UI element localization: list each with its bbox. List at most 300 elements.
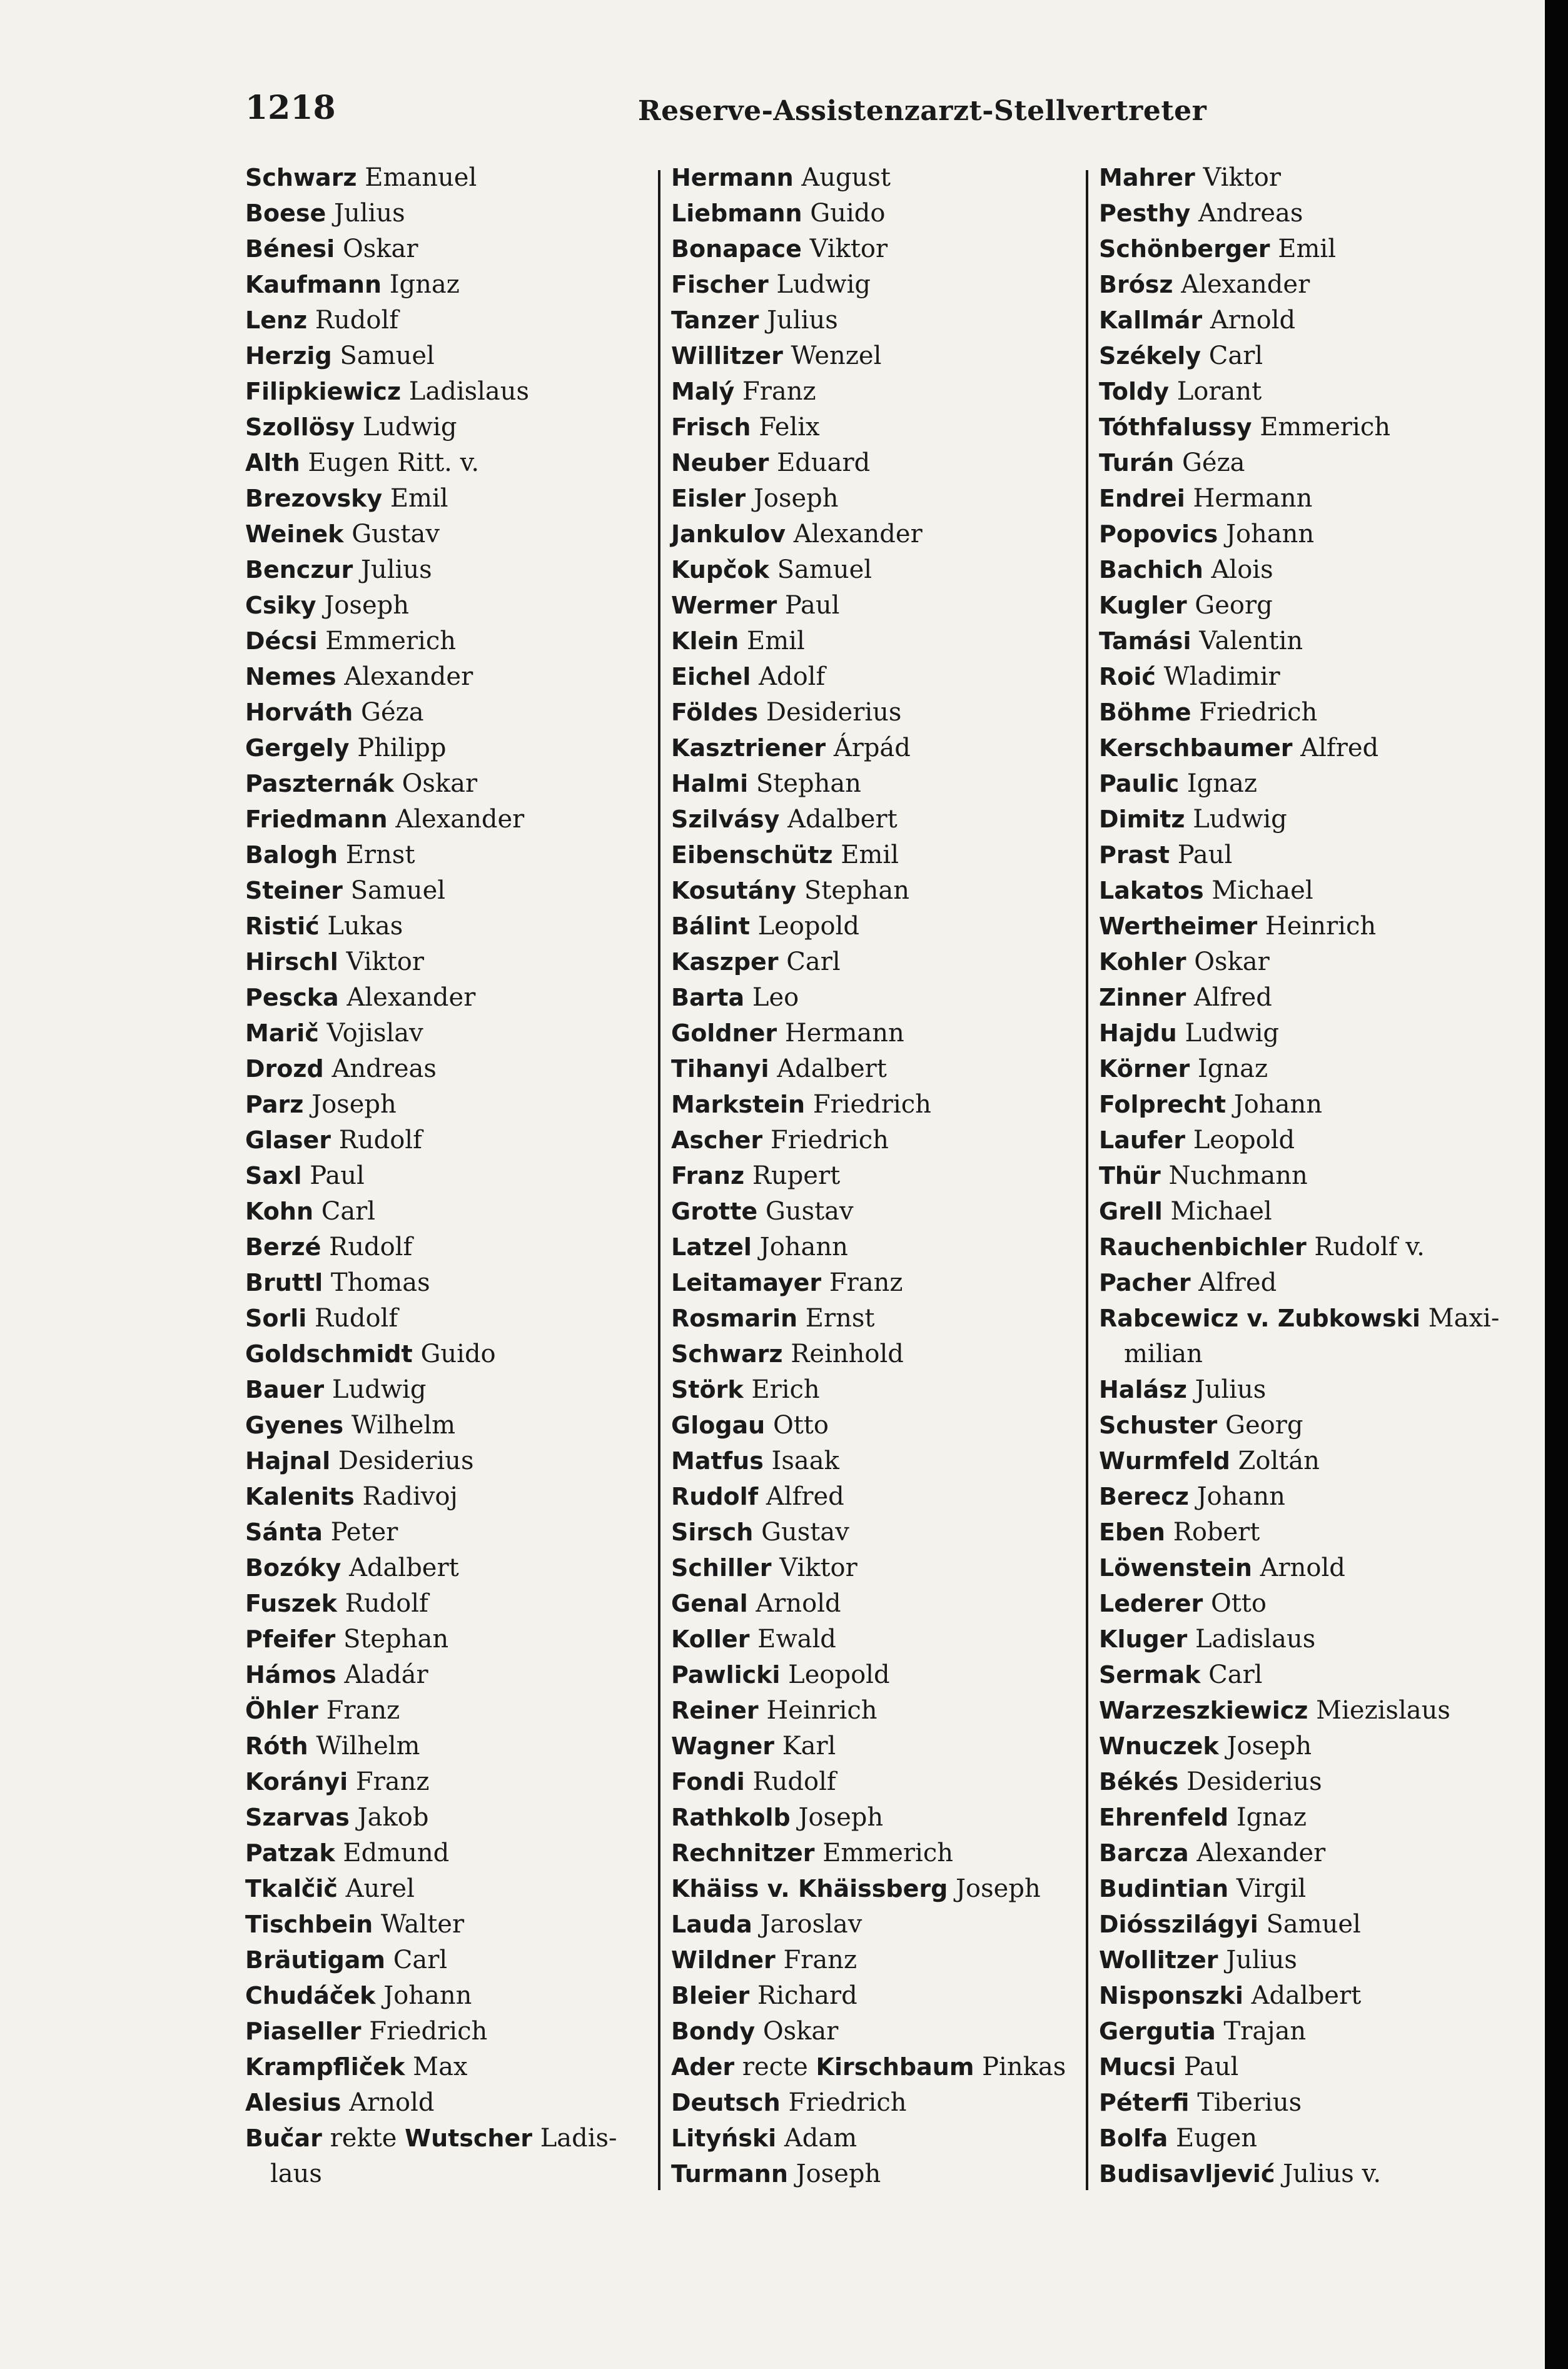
surname: Laufer <box>1099 1126 1185 1154</box>
list-item <box>671 1016 1084 1051</box>
surname: Szarvas <box>245 1804 350 1831</box>
given-name: Adalbert <box>787 805 898 834</box>
list-item <box>1099 1836 1537 1871</box>
given-name: Ignaz <box>389 270 460 299</box>
list-item <box>671 1657 1084 1693</box>
list-item <box>245 766 645 802</box>
given-name: Virgil <box>1236 1874 1307 1903</box>
list-item <box>245 303 645 338</box>
given-name: Carl <box>1208 341 1263 370</box>
surname: Toldy <box>1099 378 1169 405</box>
surname: Rabcewicz v. Zubkowski <box>1099 1305 1420 1332</box>
given-name: Samuel <box>1266 1910 1361 1939</box>
surname: Jankulov <box>671 520 786 548</box>
given-name: Walter <box>380 1910 465 1939</box>
list-item <box>671 196 1084 231</box>
list-item <box>1099 445 1537 481</box>
surname: Tamási <box>1099 627 1191 655</box>
given-name: Rupert <box>752 1161 841 1190</box>
list-item <box>245 730 645 766</box>
given-name: Hermann <box>1193 484 1313 513</box>
given-name: Ernst <box>805 1304 875 1333</box>
surname: Frisch <box>671 413 751 441</box>
given-name: Samuel <box>777 555 873 584</box>
list-item <box>1099 2014 1537 2049</box>
list-item <box>671 517 1084 552</box>
surname: Glogau <box>671 1412 766 1439</box>
list-item <box>1099 338 1537 374</box>
given-name: Alfred <box>1193 983 1272 1012</box>
list-item <box>245 1657 645 1693</box>
given-name: Adalbert <box>349 1553 459 1582</box>
name-column-1 <box>245 160 645 2192</box>
given-name: Isaak <box>771 1447 839 1475</box>
list-item <box>245 873 645 909</box>
surname: Fuszek <box>245 1590 337 1617</box>
list-item <box>1099 267 1537 303</box>
surname: Bučar <box>245 2124 322 2152</box>
list-item <box>1099 2121 1537 2156</box>
list-item <box>1099 1657 1537 1693</box>
list-item <box>1099 1907 1537 1942</box>
list-item <box>1099 160 1537 196</box>
given-name: Guido <box>420 1340 496 1368</box>
list-item <box>671 2085 1084 2121</box>
surname: Halász <box>1099 1376 1187 1403</box>
list-item <box>1099 2156 1537 2192</box>
list-item <box>671 410 1084 445</box>
list-item <box>671 1051 1084 1087</box>
list-item <box>1099 410 1537 445</box>
given-name: Ewald <box>757 1625 836 1654</box>
list-item <box>245 624 645 659</box>
list-item <box>671 1764 1084 1800</box>
list-item <box>671 267 1084 303</box>
surname: Turmann <box>671 2160 788 2188</box>
surname: Wnuczek <box>1099 1732 1219 1760</box>
given-name: Thomas <box>330 1268 430 1297</box>
surname: Berzé <box>245 1233 321 1261</box>
column-rule <box>658 170 660 2190</box>
given-name: Wilhelm <box>316 1732 420 1760</box>
surname: Brósz <box>1099 271 1173 298</box>
given-name: Samuel <box>340 341 435 370</box>
surname: Patzak <box>245 1839 335 1867</box>
given-name: Viktor <box>779 1553 857 1582</box>
given-name: Stephan <box>804 876 910 905</box>
surname: Neuber <box>671 449 769 477</box>
list-item <box>1099 1479 1537 1515</box>
surname: Paszternák <box>245 770 394 797</box>
surname: Latzel <box>671 1233 752 1261</box>
given-name: Guido <box>810 199 886 228</box>
given-name: Alexander <box>346 983 476 1012</box>
given-name: Joseph <box>753 484 839 513</box>
surname: Hámos <box>245 1661 336 1689</box>
given-name: Trajan <box>1223 2017 1307 2046</box>
surname: Fondi <box>671 1768 745 1796</box>
list-item <box>671 1265 1084 1301</box>
given-name: Franz <box>742 377 816 406</box>
surname: Szollösy <box>245 413 355 441</box>
given-name: Ignaz <box>1197 1054 1268 1083</box>
surname: Ascher <box>671 1126 763 1154</box>
scan-edge <box>1545 0 1568 2369</box>
list-item <box>671 1836 1084 1871</box>
surname: Tanzer <box>671 306 759 334</box>
list-item <box>245 1942 645 1978</box>
list-item <box>1099 1942 1537 1978</box>
given-name: Emil <box>841 841 899 869</box>
given-name: Joseph <box>798 1803 884 1832</box>
given-name: Paul <box>1177 841 1233 869</box>
given-name: Zoltán <box>1238 1447 1320 1475</box>
given-name: Stephan <box>343 1625 449 1654</box>
list-item <box>245 837 645 873</box>
list-item <box>245 2121 645 2192</box>
list-item <box>245 1123 645 1158</box>
given-name: Gustav <box>765 1197 854 1226</box>
surname: Berecz <box>1099 1483 1189 1510</box>
surname: Bozóky <box>245 1554 341 1582</box>
surname: Bonapace <box>671 235 802 263</box>
list-item <box>671 303 1084 338</box>
surname: Lityński <box>671 2124 777 2152</box>
given-name: Ladis- <box>540 2124 617 2153</box>
given-name: Joseph <box>796 2159 881 2188</box>
given-name: Alfred <box>1198 1268 1277 1297</box>
given-name: Ignaz <box>1236 1803 1307 1832</box>
list-item <box>1099 1550 1537 1586</box>
list-item <box>245 1693 645 1729</box>
list-item <box>671 1087 1084 1123</box>
given-name: Franz <box>783 1946 857 1974</box>
surname: Böhme <box>1099 699 1191 726</box>
surname: Chudáček <box>245 1982 376 2009</box>
list-item <box>671 802 1084 837</box>
list-item <box>245 1051 645 1087</box>
surname: Roić <box>1099 663 1156 690</box>
given-name: Tiberius <box>1197 2088 1302 2117</box>
surname: Weinek <box>245 520 344 548</box>
list-item <box>671 624 1084 659</box>
surname: Gergely <box>245 734 350 762</box>
surname: Bondy <box>671 2018 756 2045</box>
surname: Nisponszki <box>1099 1982 1243 2009</box>
given-name: Arnold <box>756 1589 841 1618</box>
list-item <box>245 160 645 196</box>
list-item <box>245 1800 645 1836</box>
given-name: Julius <box>1195 1375 1267 1404</box>
list-item <box>671 1372 1084 1408</box>
surname: Steiner <box>245 877 343 904</box>
list-item <box>1099 1158 1537 1194</box>
surname: Zinner <box>1099 984 1186 1011</box>
list-item <box>671 1586 1084 1622</box>
surname: Brezovsky <box>245 485 383 512</box>
surname: Budisavljević <box>1099 2160 1275 2188</box>
list-item <box>245 481 645 517</box>
given-name: Johann <box>1225 520 1315 548</box>
list-item <box>1099 980 1537 1016</box>
given-name: Georg <box>1225 1411 1303 1440</box>
column-rule <box>1086 170 1088 2190</box>
given-name: Otto <box>1210 1589 1267 1618</box>
list-item <box>1099 1622 1537 1657</box>
surname: Klein <box>671 627 739 655</box>
surname: Ader <box>671 2053 735 2081</box>
surname: Herzig <box>245 342 332 370</box>
surname: Malý <box>671 378 735 405</box>
list-item <box>1099 1978 1537 2014</box>
given-name: Andreas <box>1198 199 1303 228</box>
list-item <box>245 338 645 374</box>
surname: Marič <box>245 1019 319 1047</box>
surname: Schwarz <box>671 1340 783 1368</box>
surname: Schwarz <box>245 164 357 191</box>
list-item <box>245 802 645 837</box>
list-item <box>671 980 1084 1016</box>
surname: Ehrenfeld <box>1099 1804 1229 1831</box>
surname: Bachich <box>1099 556 1203 583</box>
given-name: Franz <box>355 1767 430 1796</box>
surname: Goldschmidt <box>245 1340 413 1368</box>
given-name: Emil <box>1278 235 1336 263</box>
given-name: Leopold <box>757 912 859 941</box>
given-name: Jaroslav <box>760 1910 862 1939</box>
given-name: Edmund <box>343 1839 450 1867</box>
given-name: Eugen Ritt. v. <box>308 448 480 477</box>
given-name: Ladislaus <box>1195 1625 1316 1654</box>
given-name: Ludwig <box>776 270 871 299</box>
surname: Wermer <box>671 592 777 619</box>
list-item <box>671 1622 1084 1657</box>
given-name: Leopold <box>788 1660 890 1689</box>
list-item <box>1099 196 1537 231</box>
list-item <box>1099 1729 1537 1764</box>
list-item <box>671 1336 1084 1372</box>
list-item <box>671 1693 1084 1729</box>
given-name: Carl <box>786 947 841 976</box>
list-item <box>245 445 645 481</box>
surname: Rauchenbichler <box>1099 1233 1307 1261</box>
given-name: Ernst <box>345 841 415 869</box>
surname: Popovics <box>1099 520 1218 548</box>
given-name: Paul <box>784 591 840 620</box>
surname: Franz <box>671 1162 745 1190</box>
surname: Kupčok <box>671 556 769 583</box>
given-name: Samuel <box>350 876 446 905</box>
surname: Hajnal <box>245 1447 331 1475</box>
given-name: Franz <box>326 1696 400 1725</box>
given-name: Desiderius <box>1186 1767 1322 1796</box>
list-item <box>1099 1301 1537 1372</box>
list-item <box>671 231 1084 267</box>
given-name: Valentin <box>1199 627 1303 655</box>
list-item <box>245 1729 645 1764</box>
given-name: Friedrich <box>1199 698 1318 727</box>
list-item <box>1099 1800 1537 1836</box>
surname: Filipkiewicz <box>245 378 402 405</box>
given-name: Desiderius <box>338 1447 474 1475</box>
list-item <box>1099 909 1537 944</box>
given-name: Otto <box>772 1411 829 1440</box>
list-item <box>245 1372 645 1408</box>
given-name: Viktor <box>1203 163 1281 192</box>
given-name: Ignaz <box>1186 769 1257 798</box>
given-name: Johann <box>1233 1090 1322 1119</box>
surname: Balogh <box>245 841 338 869</box>
list-item <box>1099 1515 1537 1550</box>
given-name: Johann <box>1196 1482 1285 1511</box>
surname: Eben <box>1099 1518 1165 1546</box>
list-item <box>245 1336 645 1372</box>
given-name: Emanuel <box>365 163 477 192</box>
list-item <box>245 267 645 303</box>
surname: Wutscher <box>405 2124 532 2152</box>
surname: Willitzer <box>671 342 783 370</box>
given-name: Erich <box>751 1375 820 1404</box>
given-name: Paul <box>1183 2053 1239 2081</box>
surname: Bénesi <box>245 235 335 263</box>
list-item <box>245 1158 645 1194</box>
surname: Budintian <box>1099 1875 1229 1902</box>
given-name: Friedrich <box>788 2088 907 2117</box>
given-name: Wilhelm <box>351 1411 456 1440</box>
list-item <box>245 196 645 231</box>
given-name: Heinrich <box>766 1696 878 1725</box>
surname: Kerschbaumer <box>1099 734 1293 762</box>
given-name: Adalbert <box>777 1054 887 1083</box>
given-name: Vojislav <box>326 1019 423 1048</box>
list-item <box>245 517 645 552</box>
list-item <box>671 2156 1084 2192</box>
given-name: Alexander <box>1196 1839 1326 1867</box>
surname: Kallmár <box>1099 306 1203 334</box>
page-number: 1218 <box>245 89 336 127</box>
given-name: Emmerich <box>822 1839 954 1867</box>
list-item <box>1099 1372 1537 1408</box>
surname: Csiky <box>245 592 316 619</box>
list-item <box>671 1301 1084 1336</box>
list-item <box>671 1479 1084 1515</box>
list-item <box>671 1800 1084 1836</box>
list-item <box>671 588 1084 624</box>
list-item <box>245 1764 645 1800</box>
given-name: Peter <box>330 1518 398 1547</box>
list-item <box>245 2085 645 2121</box>
list-item <box>245 1907 645 1942</box>
list-item <box>1099 1230 1537 1265</box>
list-item <box>671 909 1084 944</box>
given-name: Oskar <box>342 235 418 263</box>
list-item <box>1099 231 1537 267</box>
list-item <box>245 1194 645 1230</box>
surname: Kosutány <box>671 877 797 904</box>
list-item <box>671 1729 1084 1764</box>
list-item <box>1099 1123 1537 1158</box>
given-name: Leo <box>752 983 799 1012</box>
given-name: Ludwig <box>331 1375 427 1404</box>
surname: Warzeszkiewicz <box>1099 1697 1308 1724</box>
list-item <box>1099 873 1537 909</box>
list-item <box>1099 1016 1537 1051</box>
surname: Tkalčič <box>245 1875 338 1902</box>
surname: Saxl <box>245 1162 302 1190</box>
given-name: Alois <box>1211 555 1273 584</box>
list-item <box>245 2049 645 2085</box>
surname: Bleier <box>671 1982 750 2009</box>
list-item <box>671 1907 1084 1942</box>
surname: Koller <box>671 1625 750 1653</box>
given-name: Karl <box>782 1732 836 1760</box>
list-item <box>245 1301 645 1336</box>
list-item <box>1099 1871 1537 1907</box>
given-name: Julius <box>1226 1946 1297 1974</box>
given-name: Alexander <box>395 805 525 834</box>
surname: Grell <box>1099 1198 1163 1225</box>
given-name: Max <box>413 2053 468 2081</box>
given-name: Maxi- <box>1428 1304 1500 1333</box>
surname: Glaser <box>245 1126 331 1154</box>
surname: Sirsch <box>671 1518 754 1546</box>
list-item <box>245 1622 645 1657</box>
surname: Schönberger <box>1099 235 1270 263</box>
surname: Bauer <box>245 1376 325 1403</box>
given-name: Ludwig <box>1193 805 1287 834</box>
list-item <box>671 1550 1084 1586</box>
given-name: Rudolf <box>329 1233 413 1261</box>
surname: Péterfi <box>1099 2089 1190 2116</box>
given-name: Heinrich <box>1265 912 1377 941</box>
surname: Öhler <box>245 1697 318 1724</box>
given-name: Ludwig <box>362 413 457 442</box>
list-item <box>245 659 645 695</box>
list-item <box>245 1230 645 1265</box>
list-item <box>671 695 1084 730</box>
list-item <box>671 374 1084 410</box>
list-item <box>671 338 1084 374</box>
surname: Kalenits <box>245 1483 355 1510</box>
given-name: Reinhold <box>791 1340 904 1368</box>
given-name: Paul <box>310 1161 365 1190</box>
given-name: Lukas <box>327 912 403 941</box>
surname: Gergutia <box>1099 2018 1216 2045</box>
surname: Alesius <box>245 2089 341 2116</box>
list-item <box>671 659 1084 695</box>
list-item <box>245 1550 645 1586</box>
given-name: Richard <box>757 1981 857 2010</box>
surname: Schuster <box>1099 1412 1218 1439</box>
given-name: Alexander <box>344 662 473 691</box>
list-item <box>245 1515 645 1550</box>
given-name: Gustav <box>352 520 440 548</box>
surname: Kirschbaum <box>816 2053 974 2081</box>
list-item <box>245 231 645 267</box>
list-item <box>245 1265 645 1301</box>
given-name: Oskar <box>402 769 478 798</box>
surname: Kohler <box>1099 948 1186 976</box>
surname: Pesthy <box>1099 200 1191 227</box>
list-item <box>1099 2085 1537 2121</box>
surname: Pawlicki <box>671 1661 781 1689</box>
list-item <box>1099 1764 1537 1800</box>
surname: Prast <box>1099 841 1170 869</box>
given-name: Rudolf <box>345 1589 428 1618</box>
surname: Bolfa <box>1099 2124 1168 2152</box>
list-item <box>671 552 1084 588</box>
surname: Kugler <box>1099 592 1187 619</box>
